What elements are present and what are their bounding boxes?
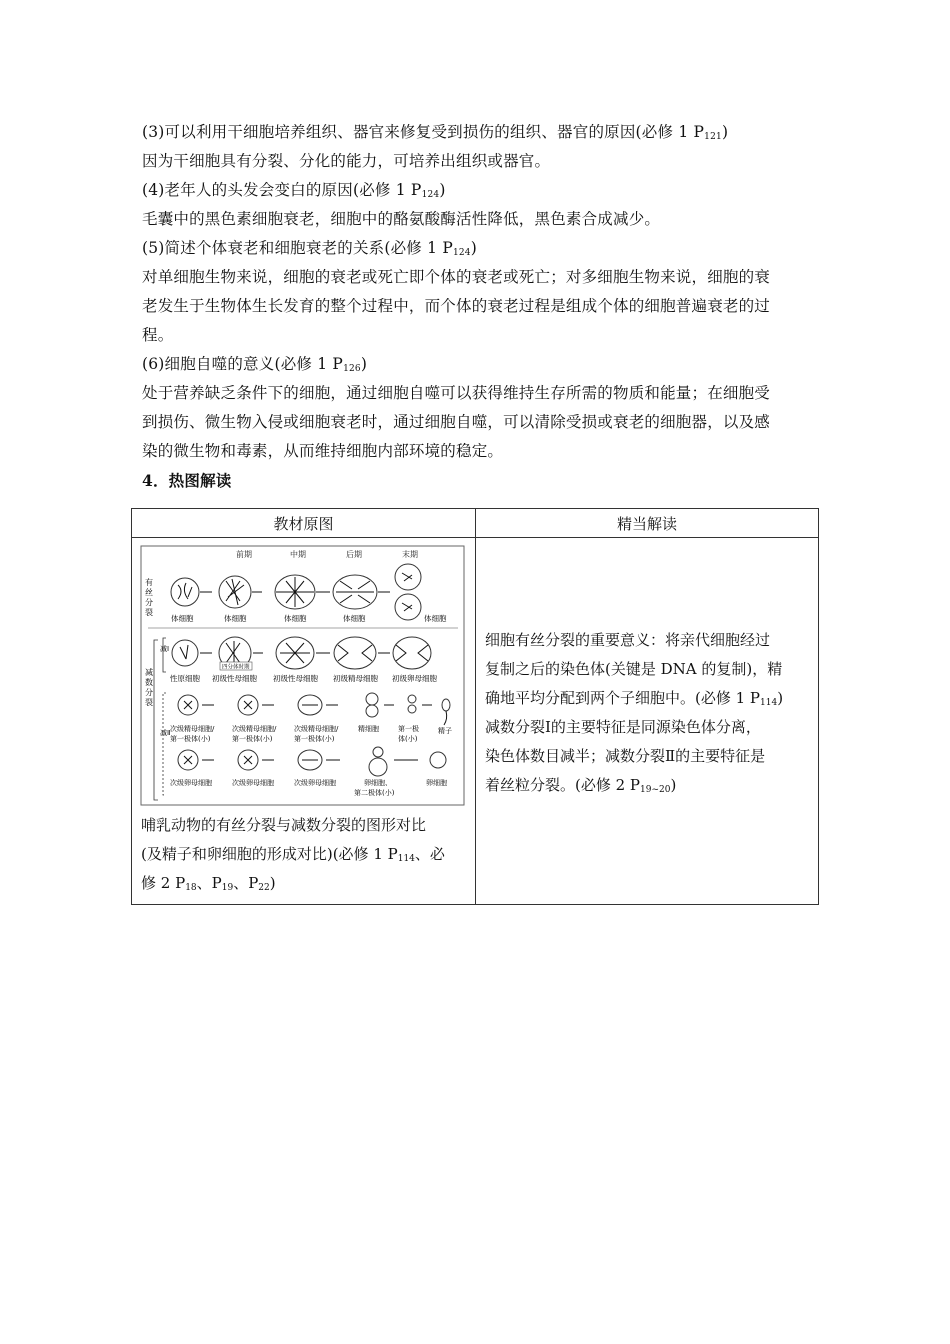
section-title: 4．热图解读 (142, 471, 232, 490)
mitosis-cell-label: 体细胞 (424, 614, 447, 623)
meiosis-1-cells (172, 637, 431, 669)
meiosis-label-char: 数 (145, 678, 153, 687)
sperm-row-label: 体(小) (398, 735, 418, 743)
answer-6-line-3: 染的微生物和毒素，从而维持细胞内部环境的稳定。 (142, 442, 504, 460)
meiosis-2-label: 减Ⅱ (160, 729, 171, 737)
egg-row-label: 卵细胞 (426, 779, 447, 787)
meiosis-label-char: 分 (145, 688, 153, 697)
meiosis-1-cell-label: 性原细胞 (170, 674, 200, 683)
sperm-row-label: 第一极 (398, 725, 419, 733)
question-3: (3)可以利用干细胞培养组织、器官来修复受到损伤的组织、器官的原因(必修 1 $P_{121}$) (142, 123, 729, 142)
meiosis-label-char: 裂 (145, 698, 153, 707)
answer-4: 毛囊中的黑色素细胞衰老，细胞中的酪氨酸酶活性降低，黑色素合成减少。 (142, 210, 661, 228)
meiosis-1-cell-label: 初级卵母细胞 (392, 674, 437, 683)
egg-row-label: 卵细胞、 (364, 779, 392, 787)
sperm-row-label: 次级精母细胞/ (294, 725, 339, 733)
egg-row-label: 次级卵母细胞 (170, 779, 212, 787)
header-right: 精当解读 (475, 509, 818, 538)
egg-row-cells (178, 747, 446, 776)
document-body (142, 118, 822, 495)
question-6: (6)细胞自噬的意义(必修 1 $P_{126}$) (142, 355, 368, 374)
answer-6-line-2: 到损伤、微生物入侵或细胞衰老时，通过细胞自噬，可以清除受损或衰老的细胞器，以及感 (142, 413, 771, 431)
cell-division-figure (140, 545, 466, 807)
sperm-row-label: 次级精母细胞/ (232, 725, 277, 733)
header-left: 教材原图 (132, 509, 476, 538)
sperm-row-label: 第一极体(小) (294, 735, 335, 743)
hot-figure-table (131, 508, 819, 905)
mitosis-cell-label: 体细胞 (224, 614, 247, 623)
mitosis-label-char: 有 (145, 578, 153, 587)
question-4: (4)老年人的头发会变白的原因(必修 1 $P_{124}$) (142, 181, 446, 200)
figure-caption: 哺乳动物的有丝分裂与减数分裂的图形对比 (及精子和卵细胞的形成对比)(必修 1 $P_{114}$、必 修 2 $P_{18}$、$P_{19}$、$P_{22}$) (141, 816, 445, 893)
mitosis-cells (171, 564, 421, 620)
meiosis-1-cell-label: 初级性母细胞 (212, 674, 257, 683)
sperm-row-label: 精细胞 (358, 725, 379, 733)
mitosis-label-char: 分 (145, 598, 153, 607)
interpretation-text: 细胞有丝分裂的重要意义：将亲代细胞经过 复制之后的染色体(关键是 DNA 的复制)，精 确地平均分配到两个子细胞中。(必修 1 $P_{114}$) 减数分裂Ⅰ的主要特征是同源染色体分离， 染色体数目减半；减数分裂Ⅱ的主要特征是 着丝粒分裂。(必修 2 $P_{19\sim 20}$) (484, 631, 784, 795)
sperm-row-label: 精子 (438, 727, 452, 735)
phase-label: 前期 (236, 550, 252, 559)
answer-3: 因为干细胞具有分裂、分化的能力，可培养出组织或器官。 (142, 152, 551, 170)
sperm-row-label: 次级精母细胞/ (170, 725, 215, 733)
mitosis-cell-label: 体细胞 (284, 614, 307, 623)
answer-5-line-2: 老发生于生物体生长发育的整个过程中，而个体的衰老过程是组成个体的细胞普遍衰老的过 (142, 297, 771, 315)
answer-5-line-3: 程。 (142, 326, 174, 344)
egg-row-label: 次级卵母细胞 (232, 779, 274, 787)
sperm-row-cells (178, 693, 450, 725)
question-5: (5)简述个体衰老和细胞衰老的关系(必修 1 $P_{124}$) (142, 239, 477, 258)
meiosis-1-cell-label: 初级精母细胞 (333, 674, 378, 683)
mitosis-label-char: 丝 (145, 588, 153, 597)
tetrad-note: 四分体时期 (222, 664, 250, 671)
answer-6-line-1: 处于营养缺乏条件下的细胞，通过细胞自噬可以获得维持生存所需的物质和能量；在细胞受 (142, 384, 771, 402)
interpretation-cell (475, 538, 818, 905)
sperm-row-label: 第一极体(小) (232, 735, 273, 743)
meiosis-1-cell-label: 初级性母细胞 (273, 674, 318, 683)
sperm-row-label: 第一极体(小) (170, 735, 211, 743)
answer-5-line-1: 对单细胞生物来说，细胞的衰老或死亡即个体的衰老或死亡；对多细胞生物来说，细胞的衰 (142, 268, 771, 286)
meiosis-1-label: 减Ⅰ (160, 645, 170, 653)
meiosis-label-char: 减 (145, 668, 153, 677)
figure-cell (132, 538, 476, 905)
mitosis-cell-label: 体细胞 (171, 614, 194, 623)
phase-label: 后期 (346, 550, 362, 559)
mitosis-cell-label: 体细胞 (343, 614, 366, 623)
mitosis-label-char: 裂 (145, 608, 153, 617)
phase-label: 末期 (402, 550, 418, 559)
egg-row-label: 第二极体(小) (354, 789, 395, 797)
phase-label: 中期 (290, 550, 306, 559)
egg-row-label: 次级卵母细胞 (294, 779, 336, 787)
